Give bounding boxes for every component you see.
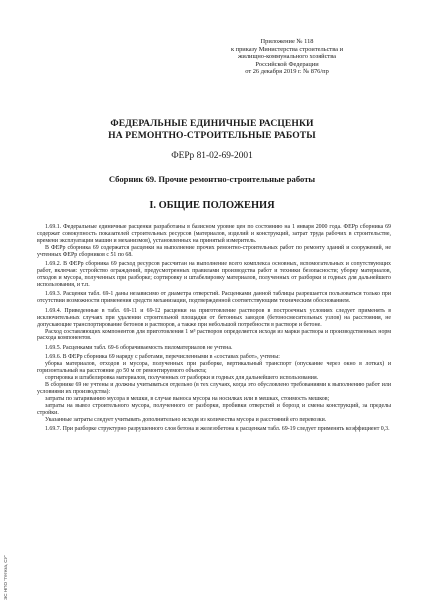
- paragraph: 1.69.4. Приведенные в табл. 69-11 и 69-12 расценки на приготовление растворов в построечных условиях следует применять в исключительных случаях при удалении строительной площадки от бетонных заводов (бетоносмесительных узлов) на расстояния, не допускающие транспортирование бетонов и растворов, а также при небольшой потребности в растворе и бетоне.: [37, 307, 391, 328]
- paragraph: 1.69.1. Федеральные единичные расценки разработаны в базисном уровне цен по состоянию на 1 января 2000 года. ФЕРр сборника 69 содержат совокупность показателей строительных ресурсов (материалов, изделий и конструкций, затрат труда рабочих в строительстве, времени эксплуатации машин и механизмов), установленных на принятый измеритель.: [37, 224, 391, 244]
- approval-line: Приложение № 118: [260, 38, 314, 45]
- body-text: [37, 224, 391, 433]
- title-line: ФЕДЕРАЛЬНЫЕ ЕДИНИЧНЫЕ РАСЦЕНКИ: [110, 118, 314, 129]
- paragraph: Указанные затраты следует учитывать дополнительно исходя из количества мусора и расстояний его перевозки.: [45, 416, 327, 423]
- approval-line: жилищно-коммунального хозяйства: [238, 53, 336, 61]
- paragraph: В сборнике 69 не учтены и должны учитываться отдельно (в тех случаях, когда это обусловлено требованиями к выполнению работ или условиями их производства):: [37, 381, 391, 395]
- approval-line: от 26 декабря 2019 г. № 876/пр: [245, 68, 329, 76]
- paragraph: затраты на вывоз строительного мусора, полученного от разборки, пробивки отверстий и борозд и смены конструкций, за пределы стройки.: [37, 402, 391, 416]
- paragraph: 1.69.3. Расценки табл. 69-1 даны независимо от диаметра отверстий. Расценками данной таблицы разрешается пользоваться только при отсутствии возможности применения средств механизации, подтвержденной соответствующим техническим обоснованием.: [37, 291, 391, 305]
- collection-heading: Сборник 69. Прочие ремонтно-строительные работы: [108, 174, 316, 184]
- section-heading: I. ОБЩИЕ ПОЛОЖЕНИЯ: [149, 200, 275, 211]
- paragraph: 1.69.2. В ФЕРр сборника 69 расход ресурсов рассчитан на выполнение всего комплекса основных, вспомогательных и сопутствующих работ, включая: устройство ограждений, предусмотренных правилами производства работ и техники безопасности; уборку материалов, отходов и мусора, полученных при разборке; сортировку и штабелировку материалов, полученных от разборки и годных для дальнейшего использования, и т.п.: [37, 261, 391, 289]
- side-watermark: ЭС НПО "Гетеза, СУ": [3, 554, 8, 600]
- paragraph: 1.69.6. В ФЕРр сборника 69 наряду с работами, перечисленными в «составах работ», учтены:: [45, 354, 280, 361]
- paragraph: 1.69.7. При разборке структурно разрушенного слоя бетона и железобетона к расценкам табл. 69-19 следует применять коэффициент 0,3.: [45, 426, 390, 433]
- paragraph: 1.69.5. Расценками табл. 69-6 оборачиваемость пиломатериалов не учтена.: [45, 344, 233, 351]
- paragraph: Расход составляющих компонентов для приготовления 1 м³ растворов определяется исходя из марки раствора и производственных норм расхода компонентов.: [37, 328, 391, 342]
- paragraph: затраты по затариванию мусора в мешки, в случае выноса мусора на носилках или в мешках, стоимость мешков;: [45, 395, 330, 402]
- paragraph: В ФЕРр сборника 69 содержатся расценки на выполнение прочих ремонтно-строительных работ по ремонту зданий и сооружений, не учтенных ФЕРр сборников с 51 по 68.: [37, 244, 391, 258]
- document-title: [0, 118, 424, 141]
- approval-line: к приказу Министерства строительства и: [230, 45, 344, 53]
- document-code: ФЕРр 81-02-69-2001: [171, 151, 253, 161]
- title-line: НА РЕМОНТНО-СТРОИТЕЛЬНЫЕ РАБОТЫ: [108, 129, 316, 141]
- approval-line: Российской Федерации: [255, 60, 319, 68]
- approval-block: [202, 38, 372, 76]
- paragraph: сортировка и штабелировка материалов, полученных от разборки и годных для дальнейшего использования.: [45, 375, 319, 382]
- paragraph: уборка материалов, отходов и мусора, полученных при разборке, вертикальный транспорт (опускание через окно в лотках) и горизонтальный на расстояние до 50 м от ремонтируемого объекта;: [37, 361, 391, 375]
